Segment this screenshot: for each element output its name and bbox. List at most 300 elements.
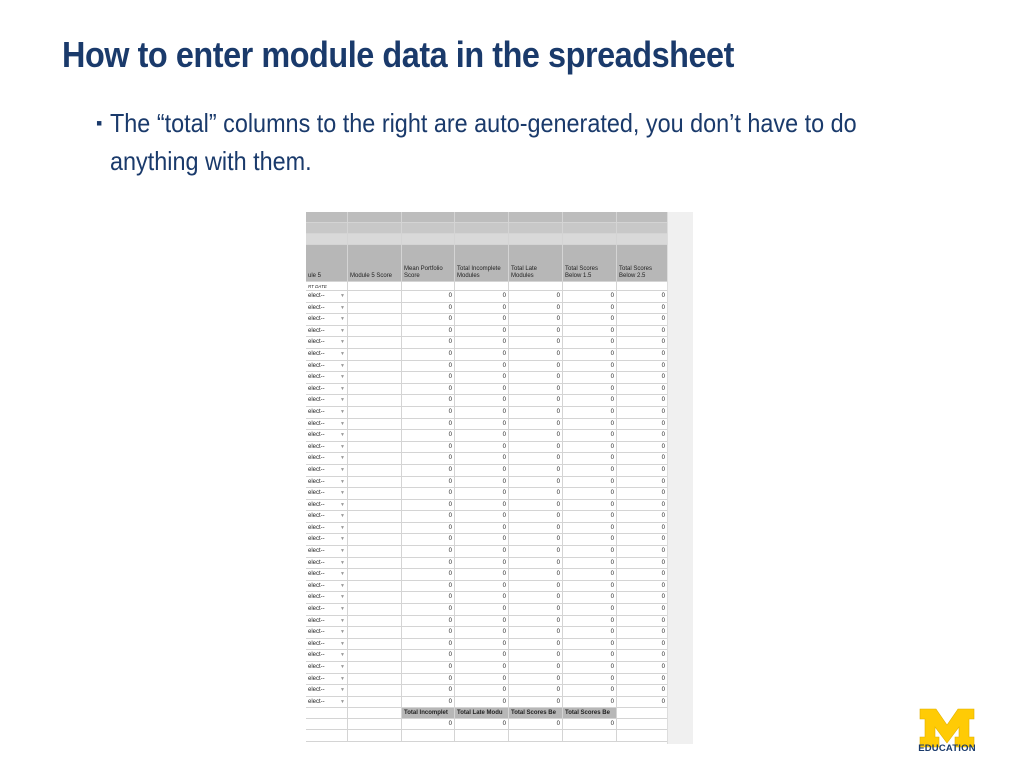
dropdown-arrow-icon[interactable]: ▼	[340, 548, 345, 555]
score-cell[interactable]	[348, 697, 402, 709]
total-cell[interactable]: 0	[455, 569, 509, 581]
total-cell[interactable]: 0	[509, 546, 563, 558]
total-cell[interactable]: 0	[563, 337, 617, 349]
dropdown-cell[interactable]	[306, 337, 348, 349]
score-cell[interactable]	[348, 407, 402, 419]
total-cell[interactable]: 0	[563, 453, 617, 465]
dropdown-arrow-icon[interactable]: ▼	[340, 640, 345, 647]
total-cell[interactable]: 0	[455, 407, 509, 419]
total-cell[interactable]: 0	[455, 361, 509, 373]
total-cell[interactable]: 0	[617, 314, 668, 326]
dropdown-cell[interactable]	[306, 442, 348, 454]
dropdown-cell[interactable]	[306, 314, 348, 326]
total-cell[interactable]: 0	[402, 442, 455, 454]
total-cell[interactable]: 0	[563, 407, 617, 419]
dropdown-cell[interactable]	[306, 581, 348, 593]
total-cell[interactable]: 0	[455, 592, 509, 604]
total-cell[interactable]: 0	[617, 604, 668, 616]
column-header[interactable]: Total Scores Below 2.5	[617, 245, 668, 282]
score-cell[interactable]	[348, 361, 402, 373]
dropdown-arrow-icon[interactable]: ▼	[340, 316, 345, 323]
score-cell[interactable]	[348, 384, 402, 396]
total-cell[interactable]: 0	[617, 453, 668, 465]
total-cell[interactable]: 0	[455, 500, 509, 512]
dropdown-arrow-icon[interactable]: ▼	[340, 594, 345, 601]
total-cell[interactable]: 0	[402, 314, 455, 326]
total-cell[interactable]: 0	[402, 523, 455, 535]
dropdown-arrow-icon[interactable]: ▼	[340, 652, 345, 659]
column-header[interactable]: ule 5	[306, 245, 348, 282]
total-cell[interactable]: 0	[509, 569, 563, 581]
total-cell[interactable]: 0	[402, 604, 455, 616]
total-cell[interactable]: 0	[563, 558, 617, 570]
total-cell[interactable]: 0	[402, 337, 455, 349]
total-cell[interactable]: 0	[617, 477, 668, 489]
total-cell[interactable]: 0	[617, 523, 668, 535]
dropdown-arrow-icon[interactable]: ▼	[340, 327, 345, 334]
total-cell[interactable]: 0	[402, 488, 455, 500]
total-cell[interactable]: 0	[617, 326, 668, 338]
dropdown-cell[interactable]	[306, 534, 348, 546]
total-cell[interactable]: 0	[617, 569, 668, 581]
score-cell[interactable]	[348, 511, 402, 523]
total-cell[interactable]: 0	[455, 349, 509, 361]
dropdown-arrow-icon[interactable]: ▼	[340, 571, 345, 578]
total-cell[interactable]: 0	[509, 477, 563, 489]
total-cell[interactable]: 0	[617, 384, 668, 396]
total-cell[interactable]: 0	[402, 430, 455, 442]
dropdown-cell[interactable]	[306, 395, 348, 407]
total-cell[interactable]: 0	[402, 511, 455, 523]
total-cell[interactable]: 0	[617, 581, 668, 593]
total-cell[interactable]: 0	[402, 546, 455, 558]
subheader-cell[interactable]: RT DATE	[306, 282, 348, 291]
total-cell[interactable]: 0	[563, 534, 617, 546]
total-cell[interactable]: 0	[617, 337, 668, 349]
score-cell[interactable]	[348, 430, 402, 442]
total-cell[interactable]: 0	[617, 407, 668, 419]
total-cell[interactable]: 0	[617, 430, 668, 442]
dropdown-arrow-icon[interactable]: ▼	[340, 443, 345, 450]
total-cell[interactable]: 0	[509, 372, 563, 384]
total-cell[interactable]: 0	[455, 384, 509, 396]
total-cell[interactable]: 0	[509, 395, 563, 407]
dropdown-arrow-icon[interactable]: ▼	[340, 490, 345, 497]
dropdown-arrow-icon[interactable]: ▼	[340, 536, 345, 543]
total-cell[interactable]: 0	[509, 523, 563, 535]
dropdown-cell[interactable]	[306, 616, 348, 628]
total-cell[interactable]: 0	[402, 616, 455, 628]
dropdown-cell[interactable]	[306, 291, 348, 303]
total-cell[interactable]: 0	[563, 639, 617, 651]
total-cell[interactable]: 0	[509, 581, 563, 593]
dropdown-cell[interactable]	[306, 523, 348, 535]
column-header[interactable]: Mean Portfolio Score	[402, 245, 455, 282]
total-cell[interactable]: 0	[563, 430, 617, 442]
dropdown-cell[interactable]	[306, 511, 348, 523]
totals-header[interactable]: Total Incomplet	[402, 708, 455, 719]
dropdown-cell[interactable]	[306, 384, 348, 396]
dropdown-arrow-icon[interactable]: ▼	[340, 293, 345, 299]
total-cell[interactable]: 0	[563, 604, 617, 616]
total-cell[interactable]: 0	[402, 291, 455, 303]
total-cell[interactable]: 0	[455, 303, 509, 315]
column-header[interactable]: Total Late Modules	[509, 245, 563, 282]
total-cell[interactable]: 0	[509, 627, 563, 639]
total-cell[interactable]: 0	[402, 303, 455, 315]
dropdown-cell[interactable]	[306, 465, 348, 477]
total-cell[interactable]: 0	[617, 592, 668, 604]
dropdown-cell[interactable]	[306, 407, 348, 419]
dropdown-cell[interactable]	[306, 488, 348, 500]
total-cell[interactable]: 0	[563, 697, 617, 709]
dropdown-arrow-icon[interactable]: ▼	[340, 513, 345, 520]
total-cell[interactable]: 0	[402, 650, 455, 662]
total-cell[interactable]: 0	[617, 662, 668, 674]
score-cell[interactable]	[348, 477, 402, 489]
total-cell[interactable]: 0	[455, 534, 509, 546]
total-cell[interactable]: 0	[617, 511, 668, 523]
total-cell[interactable]: 0	[455, 337, 509, 349]
score-cell[interactable]	[348, 627, 402, 639]
total-cell[interactable]: 0	[617, 395, 668, 407]
total-cell[interactable]: 0	[617, 442, 668, 454]
dropdown-arrow-icon[interactable]: ▼	[340, 304, 345, 311]
score-cell[interactable]	[348, 558, 402, 570]
total-cell[interactable]: 0	[455, 523, 509, 535]
total-cell[interactable]: 0	[402, 419, 455, 431]
total-cell[interactable]: 0	[402, 685, 455, 697]
score-cell[interactable]	[348, 453, 402, 465]
total-cell[interactable]: 0	[563, 627, 617, 639]
total-cell[interactable]: 0	[455, 465, 509, 477]
dropdown-arrow-icon[interactable]: ▼	[340, 501, 345, 508]
total-cell[interactable]: 0	[563, 523, 617, 535]
total-cell[interactable]: 0	[509, 384, 563, 396]
column-header[interactable]: Module 5 Score	[348, 245, 402, 282]
total-cell[interactable]: 0	[402, 662, 455, 674]
total-cell[interactable]: 0	[455, 604, 509, 616]
dropdown-cell[interactable]	[306, 349, 348, 361]
total-cell[interactable]: 0	[563, 326, 617, 338]
total-cell[interactable]: 0	[402, 349, 455, 361]
total-cell[interactable]: 0	[563, 592, 617, 604]
score-cell[interactable]	[348, 291, 402, 303]
total-cell[interactable]: 0	[509, 419, 563, 431]
total-cell[interactable]: 0	[509, 488, 563, 500]
total-cell[interactable]: 0	[563, 685, 617, 697]
total-cell[interactable]: 0	[509, 453, 563, 465]
score-cell[interactable]	[348, 616, 402, 628]
total-cell[interactable]: 0	[455, 395, 509, 407]
dropdown-cell[interactable]	[306, 546, 348, 558]
total-cell[interactable]: 0	[617, 303, 668, 315]
total-cell[interactable]: 0	[509, 558, 563, 570]
dropdown-cell[interactable]	[306, 303, 348, 315]
total-cell[interactable]: 0	[509, 430, 563, 442]
dropdown-arrow-icon[interactable]: ▼	[340, 698, 345, 705]
score-cell[interactable]	[348, 337, 402, 349]
dropdown-arrow-icon[interactable]: ▼	[340, 524, 345, 531]
dropdown-cell[interactable]	[306, 650, 348, 662]
total-cell[interactable]: 0	[455, 627, 509, 639]
score-cell[interactable]	[348, 419, 402, 431]
dropdown-cell[interactable]	[306, 627, 348, 639]
total-cell[interactable]: 0	[563, 581, 617, 593]
total-cell[interactable]: 0	[563, 465, 617, 477]
total-cell[interactable]: 0	[455, 674, 509, 686]
total-cell[interactable]: 0	[617, 488, 668, 500]
total-cell[interactable]: 0	[617, 697, 668, 709]
total-cell[interactable]: 0	[455, 314, 509, 326]
dropdown-cell[interactable]	[306, 674, 348, 686]
total-cell[interactable]: 0	[455, 511, 509, 523]
total-cell[interactable]: 0	[509, 650, 563, 662]
dropdown-cell[interactable]	[306, 372, 348, 384]
total-cell[interactable]: 0	[455, 581, 509, 593]
total-cell[interactable]: 0	[455, 442, 509, 454]
score-cell[interactable]	[348, 581, 402, 593]
total-cell[interactable]: 0	[509, 407, 563, 419]
score-cell[interactable]	[348, 326, 402, 338]
total-cell[interactable]: 0	[563, 303, 617, 315]
dropdown-arrow-icon[interactable]: ▼	[340, 687, 345, 694]
total-cell[interactable]: 0	[563, 419, 617, 431]
score-cell[interactable]	[348, 639, 402, 651]
total-cell[interactable]: 0	[617, 465, 668, 477]
dropdown-arrow-icon[interactable]: ▼	[340, 582, 345, 589]
totals-value[interactable]: 0	[402, 719, 455, 730]
score-cell[interactable]	[348, 662, 402, 674]
total-cell[interactable]: 0	[455, 477, 509, 489]
total-cell[interactable]: 0	[563, 500, 617, 512]
total-cell[interactable]: 0	[402, 674, 455, 686]
totals-value[interactable]: 0	[455, 719, 509, 730]
total-cell[interactable]: 0	[455, 291, 509, 303]
total-cell[interactable]: 0	[455, 488, 509, 500]
total-cell[interactable]: 0	[563, 384, 617, 396]
dropdown-arrow-icon[interactable]: ▼	[340, 420, 345, 427]
total-cell[interactable]: 0	[509, 697, 563, 709]
total-cell[interactable]: 0	[563, 511, 617, 523]
totals-value[interactable]: 0	[563, 719, 617, 730]
total-cell[interactable]: 0	[509, 592, 563, 604]
total-cell[interactable]: 0	[402, 395, 455, 407]
total-cell[interactable]: 0	[509, 685, 563, 697]
total-cell[interactable]: 0	[509, 303, 563, 315]
total-cell[interactable]: 0	[509, 291, 563, 303]
total-cell[interactable]: 0	[563, 674, 617, 686]
total-cell[interactable]: 0	[509, 326, 563, 338]
total-cell[interactable]: 0	[509, 511, 563, 523]
total-cell[interactable]: 0	[563, 349, 617, 361]
total-cell[interactable]: 0	[402, 326, 455, 338]
dropdown-arrow-icon[interactable]: ▼	[340, 617, 345, 624]
total-cell[interactable]: 0	[563, 650, 617, 662]
total-cell[interactable]: 0	[402, 534, 455, 546]
score-cell[interactable]	[348, 523, 402, 535]
total-cell[interactable]: 0	[509, 616, 563, 628]
dropdown-cell[interactable]	[306, 326, 348, 338]
total-cell[interactable]: 0	[563, 291, 617, 303]
total-cell[interactable]: 0	[402, 592, 455, 604]
score-cell[interactable]	[348, 650, 402, 662]
total-cell[interactable]: 0	[402, 477, 455, 489]
total-cell[interactable]: 0	[563, 395, 617, 407]
total-cell[interactable]: 0	[455, 639, 509, 651]
total-cell[interactable]: 0	[563, 314, 617, 326]
score-cell[interactable]	[348, 303, 402, 315]
score-cell[interactable]	[348, 592, 402, 604]
total-cell[interactable]: 0	[617, 685, 668, 697]
total-cell[interactable]: 0	[509, 337, 563, 349]
total-cell[interactable]: 0	[402, 627, 455, 639]
dropdown-cell[interactable]	[306, 697, 348, 709]
total-cell[interactable]: 0	[563, 662, 617, 674]
total-cell[interactable]: 0	[617, 616, 668, 628]
dropdown-arrow-icon[interactable]: ▼	[340, 362, 345, 369]
total-cell[interactable]: 0	[563, 442, 617, 454]
sheet-scrollbar[interactable]	[667, 212, 693, 744]
dropdown-arrow-icon[interactable]: ▼	[340, 350, 345, 357]
score-cell[interactable]	[348, 349, 402, 361]
total-cell[interactable]: 0	[509, 674, 563, 686]
total-cell[interactable]: 0	[617, 639, 668, 651]
dropdown-cell[interactable]	[306, 569, 348, 581]
dropdown-arrow-icon[interactable]: ▼	[340, 455, 345, 462]
total-cell[interactable]: 0	[563, 477, 617, 489]
score-cell[interactable]	[348, 442, 402, 454]
score-cell[interactable]	[348, 465, 402, 477]
total-cell[interactable]: 0	[509, 465, 563, 477]
column-header[interactable]: Total Incomplete Modules	[455, 245, 509, 282]
total-cell[interactable]: 0	[455, 697, 509, 709]
total-cell[interactable]: 0	[617, 558, 668, 570]
dropdown-cell[interactable]	[306, 477, 348, 489]
total-cell[interactable]: 0	[563, 546, 617, 558]
score-cell[interactable]	[348, 604, 402, 616]
total-cell[interactable]: 0	[617, 361, 668, 373]
total-cell[interactable]: 0	[455, 326, 509, 338]
dropdown-cell[interactable]	[306, 685, 348, 697]
dropdown-cell[interactable]	[306, 419, 348, 431]
score-cell[interactable]	[348, 546, 402, 558]
dropdown-arrow-icon[interactable]: ▼	[340, 339, 345, 346]
dropdown-arrow-icon[interactable]: ▼	[340, 432, 345, 439]
total-cell[interactable]: 0	[563, 372, 617, 384]
total-cell[interactable]: 0	[455, 546, 509, 558]
total-cell[interactable]: 0	[402, 558, 455, 570]
total-cell[interactable]: 0	[509, 662, 563, 674]
dropdown-cell[interactable]	[306, 558, 348, 570]
totals-header[interactable]: Total Scores Be	[509, 708, 563, 719]
total-cell[interactable]: 0	[402, 361, 455, 373]
dropdown-arrow-icon[interactable]: ▼	[340, 466, 345, 473]
total-cell[interactable]: 0	[455, 616, 509, 628]
score-cell[interactable]	[348, 500, 402, 512]
score-cell[interactable]	[348, 685, 402, 697]
dropdown-arrow-icon[interactable]: ▼	[340, 606, 345, 613]
total-cell[interactable]: 0	[563, 569, 617, 581]
score-cell[interactable]	[348, 372, 402, 384]
total-cell[interactable]: 0	[455, 419, 509, 431]
total-cell[interactable]: 0	[617, 534, 668, 546]
dropdown-cell[interactable]	[306, 361, 348, 373]
dropdown-cell[interactable]	[306, 592, 348, 604]
total-cell[interactable]: 0	[563, 361, 617, 373]
total-cell[interactable]: 0	[455, 650, 509, 662]
total-cell[interactable]: 0	[617, 349, 668, 361]
dropdown-arrow-icon[interactable]: ▼	[340, 374, 345, 381]
total-cell[interactable]: 0	[509, 639, 563, 651]
total-cell[interactable]: 0	[617, 650, 668, 662]
totals-header[interactable]: Total Late Modu	[455, 708, 509, 719]
total-cell[interactable]: 0	[402, 697, 455, 709]
total-cell[interactable]: 0	[509, 442, 563, 454]
score-cell[interactable]	[348, 534, 402, 546]
total-cell[interactable]: 0	[402, 569, 455, 581]
total-cell[interactable]: 0	[509, 349, 563, 361]
dropdown-cell[interactable]	[306, 430, 348, 442]
total-cell[interactable]: 0	[455, 662, 509, 674]
total-cell[interactable]: 0	[402, 372, 455, 384]
total-cell[interactable]: 0	[563, 488, 617, 500]
total-cell[interactable]: 0	[402, 500, 455, 512]
total-cell[interactable]: 0	[617, 419, 668, 431]
dropdown-cell[interactable]	[306, 662, 348, 674]
dropdown-arrow-icon[interactable]: ▼	[340, 675, 345, 682]
score-cell[interactable]	[348, 674, 402, 686]
total-cell[interactable]: 0	[509, 314, 563, 326]
score-cell[interactable]	[348, 488, 402, 500]
total-cell[interactable]: 0	[509, 604, 563, 616]
total-cell[interactable]: 0	[455, 430, 509, 442]
total-cell[interactable]: 0	[455, 685, 509, 697]
total-cell[interactable]: 0	[402, 453, 455, 465]
total-cell[interactable]: 0	[617, 500, 668, 512]
dropdown-arrow-icon[interactable]: ▼	[340, 664, 345, 670]
dropdown-cell[interactable]	[306, 500, 348, 512]
total-cell[interactable]: 0	[402, 639, 455, 651]
total-cell[interactable]: 0	[617, 546, 668, 558]
column-header[interactable]: Total Scores Below 1.5	[563, 245, 617, 282]
total-cell[interactable]: 0	[509, 534, 563, 546]
dropdown-cell[interactable]	[306, 639, 348, 651]
total-cell[interactable]: 0	[402, 465, 455, 477]
total-cell[interactable]: 0	[509, 500, 563, 512]
total-cell[interactable]: 0	[617, 291, 668, 303]
dropdown-arrow-icon[interactable]: ▼	[340, 408, 345, 415]
total-cell[interactable]: 0	[455, 558, 509, 570]
total-cell[interactable]: 0	[402, 581, 455, 593]
score-cell[interactable]	[348, 395, 402, 407]
total-cell[interactable]: 0	[563, 616, 617, 628]
totals-header[interactable]: Total Scores Be	[563, 708, 617, 719]
dropdown-arrow-icon[interactable]: ▼	[340, 385, 345, 392]
total-cell[interactable]: 0	[455, 453, 509, 465]
total-cell[interactable]: 0	[617, 627, 668, 639]
score-cell[interactable]	[348, 314, 402, 326]
total-cell[interactable]: 0	[617, 372, 668, 384]
total-cell[interactable]: 0	[509, 361, 563, 373]
total-cell[interactable]: 0	[402, 407, 455, 419]
dropdown-cell[interactable]	[306, 604, 348, 616]
dropdown-arrow-icon[interactable]: ▼	[340, 629, 345, 636]
score-cell[interactable]	[348, 569, 402, 581]
totals-value[interactable]: 0	[509, 719, 563, 730]
total-cell[interactable]: 0	[402, 384, 455, 396]
dropdown-arrow-icon[interactable]: ▼	[340, 478, 345, 485]
